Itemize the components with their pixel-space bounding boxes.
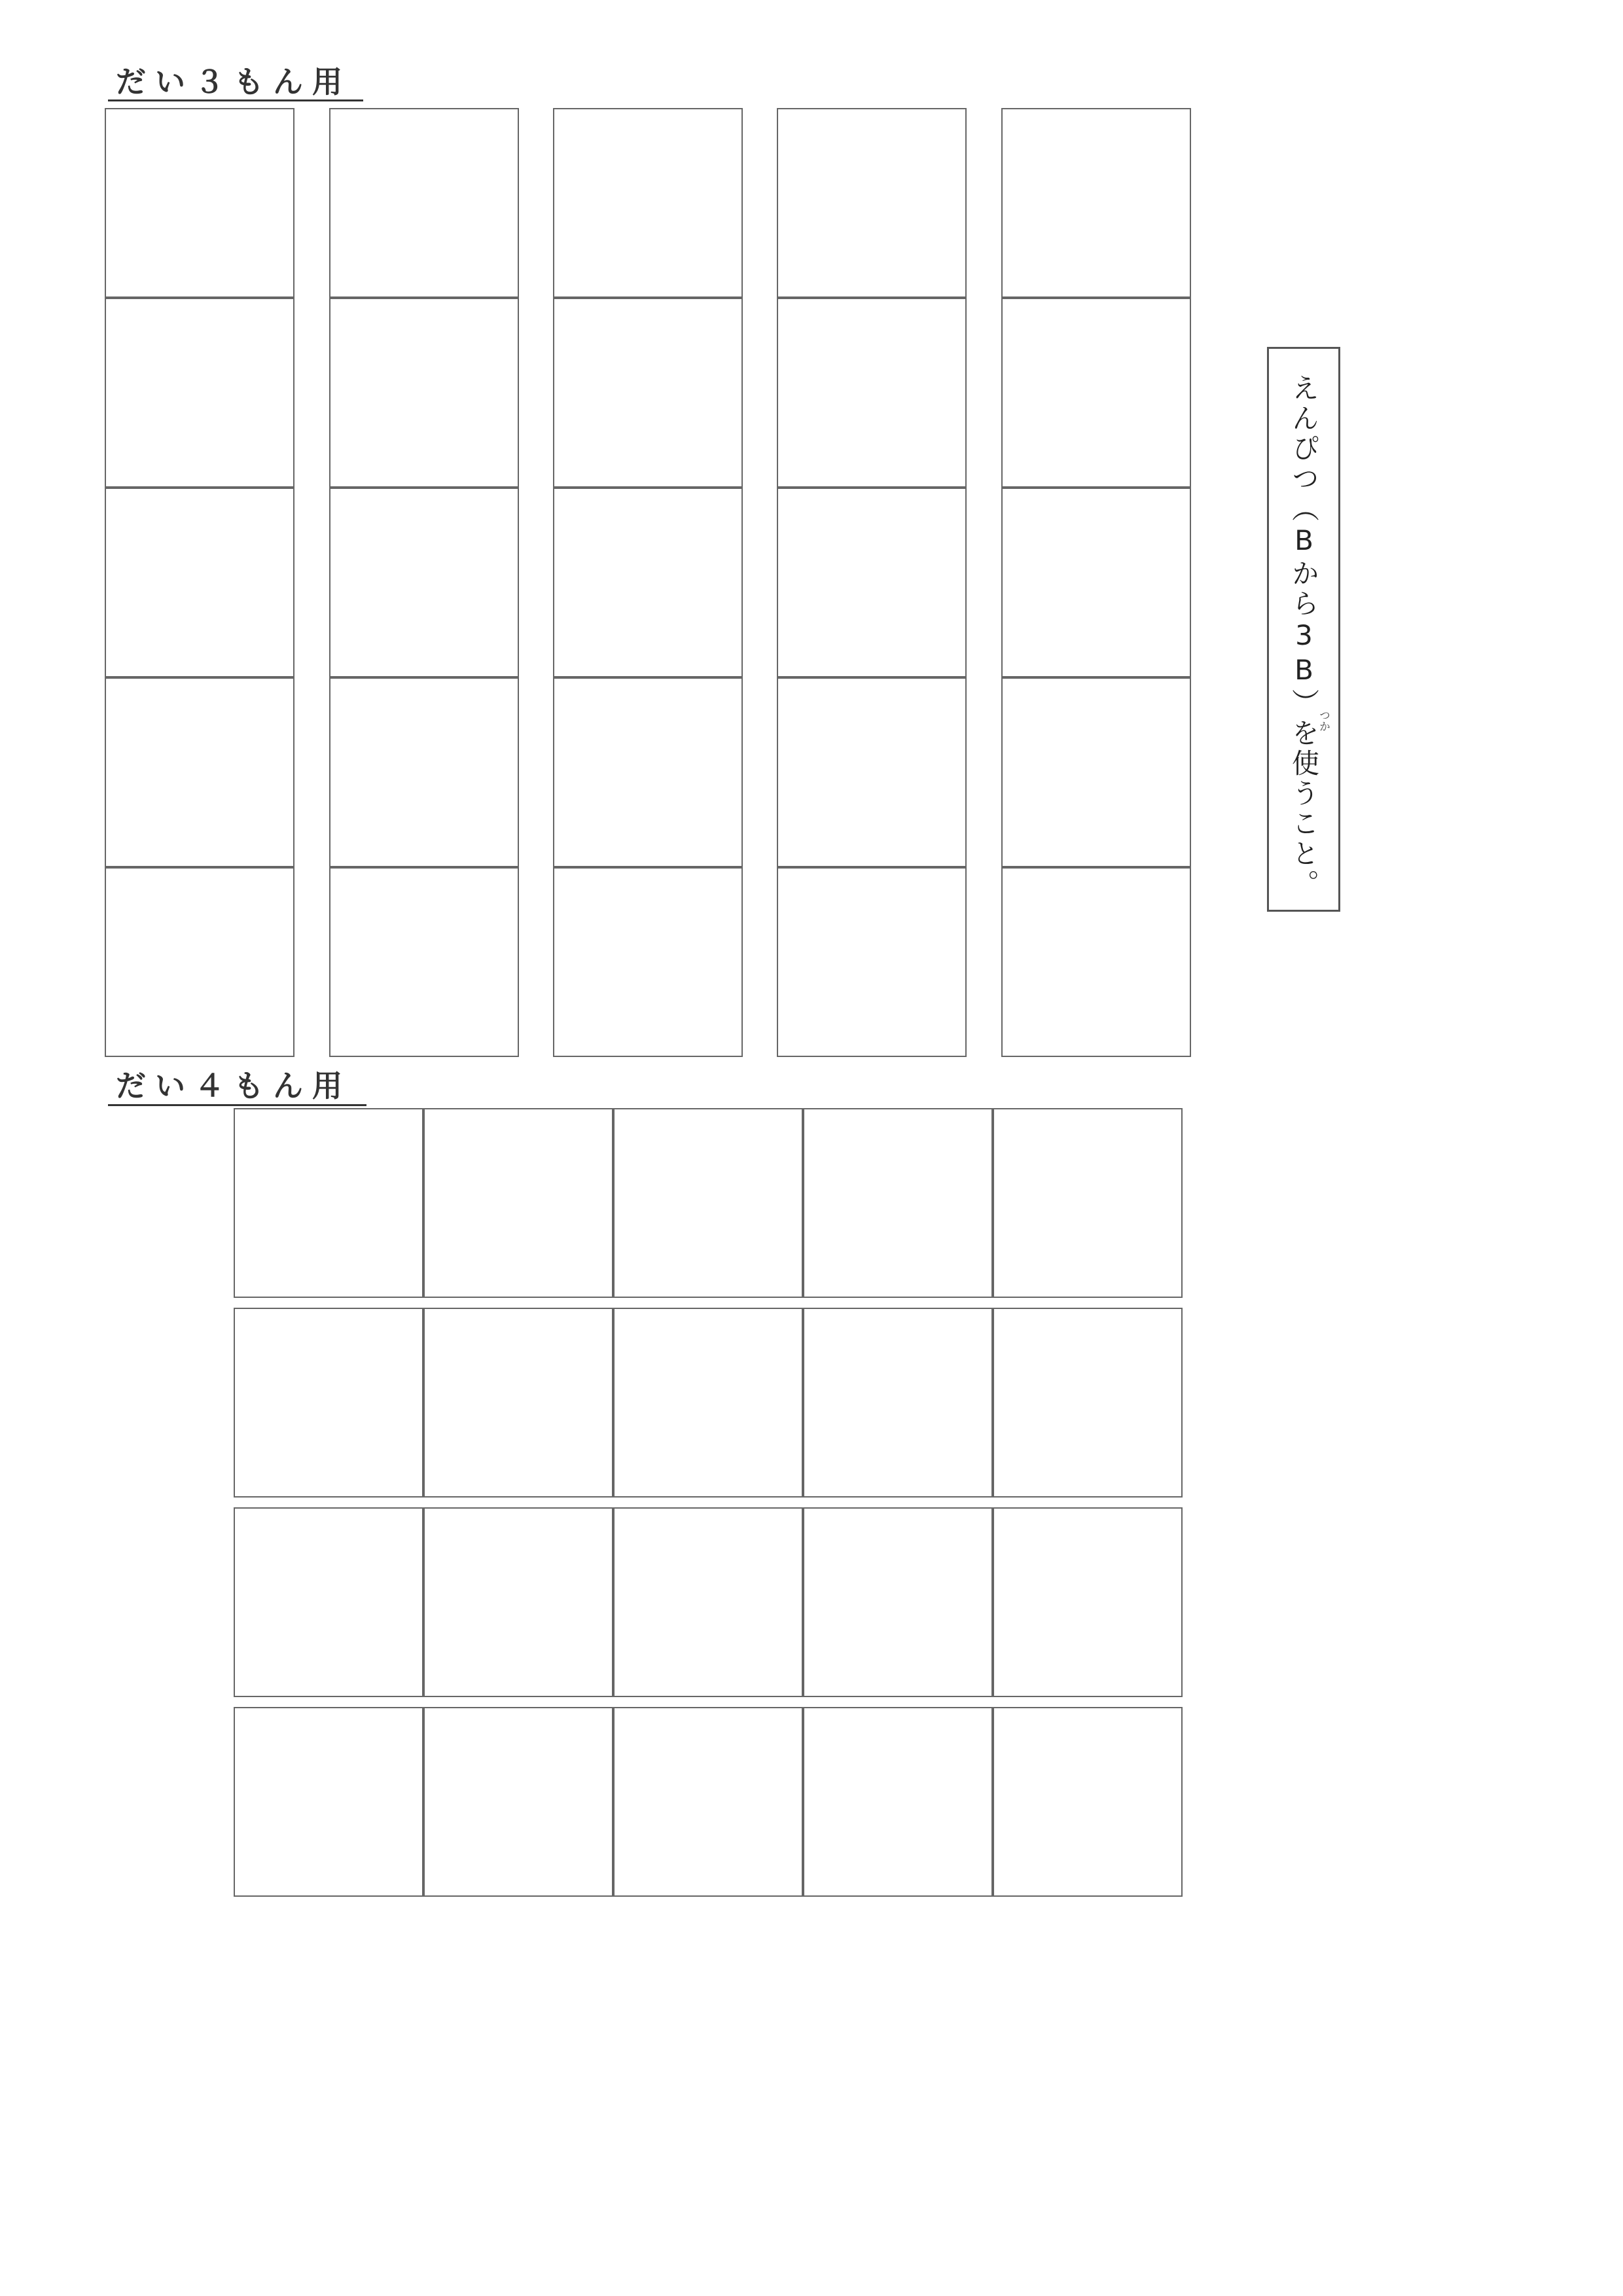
section-3-heading-underline <box>108 99 363 101</box>
answer-square[interactable] <box>777 488 967 677</box>
answer-square[interactable] <box>553 677 743 867</box>
answer-square[interactable] <box>803 1707 993 1897</box>
answer-square[interactable] <box>777 867 967 1057</box>
answer-square[interactable] <box>553 867 743 1057</box>
answer-square[interactable] <box>803 1507 993 1697</box>
answer-square[interactable] <box>105 298 294 488</box>
answer-square[interactable] <box>993 1507 1183 1697</box>
furigana-tsuka: つか <box>1317 709 1330 732</box>
section-4-heading: だい４もん用 <box>116 1068 351 1103</box>
answer-square[interactable] <box>105 867 294 1057</box>
answer-square[interactable] <box>553 298 743 488</box>
answer-square[interactable] <box>234 1108 423 1298</box>
answer-square[interactable] <box>234 1308 423 1498</box>
answer-square[interactable] <box>1001 298 1191 488</box>
answer-square[interactable] <box>1001 867 1191 1057</box>
pencil-notice-box <box>1267 347 1340 912</box>
answer-square[interactable] <box>993 1108 1183 1298</box>
answer-square[interactable] <box>777 298 967 488</box>
answer-square[interactable] <box>1001 108 1191 298</box>
answer-square[interactable] <box>613 1707 803 1897</box>
answer-square[interactable] <box>329 867 519 1057</box>
answer-square[interactable] <box>1001 488 1191 677</box>
section-4-row <box>234 1108 1184 1298</box>
answer-square[interactable] <box>1001 677 1191 867</box>
section-4-row <box>234 1707 1184 1897</box>
answer-square[interactable] <box>993 1707 1183 1897</box>
answer-square[interactable] <box>105 677 294 867</box>
answer-square[interactable] <box>329 108 519 298</box>
section-3-column <box>553 108 743 1058</box>
section-3-column <box>1001 108 1191 1058</box>
pencil-notice-text: えんぴつ（Bから3B）を使うこと。 <box>1288 374 1320 899</box>
answer-square[interactable] <box>329 677 519 867</box>
section-4-heading-underline <box>108 1104 366 1106</box>
answer-square[interactable] <box>803 1308 993 1498</box>
answer-square[interactable] <box>777 677 967 867</box>
section-3-column <box>329 108 519 1058</box>
answer-square[interactable] <box>329 488 519 677</box>
section-4-row <box>234 1507 1184 1697</box>
answer-square[interactable] <box>993 1308 1183 1498</box>
answer-square[interactable] <box>553 108 743 298</box>
answer-square[interactable] <box>423 1308 613 1498</box>
section-3-heading: だい３もん用 <box>116 64 351 99</box>
answer-square[interactable] <box>234 1707 423 1897</box>
answer-square[interactable] <box>423 1707 613 1897</box>
answer-square[interactable] <box>613 1108 803 1298</box>
answer-square[interactable] <box>613 1308 803 1498</box>
answer-square[interactable] <box>803 1108 993 1298</box>
answer-square[interactable] <box>553 488 743 677</box>
section-3-column <box>777 108 967 1058</box>
answer-square[interactable] <box>423 1108 613 1298</box>
answer-square[interactable] <box>329 298 519 488</box>
answer-square[interactable] <box>234 1507 423 1697</box>
answer-square[interactable] <box>613 1507 803 1697</box>
answer-square[interactable] <box>423 1507 613 1697</box>
answer-square[interactable] <box>105 108 294 298</box>
answer-square[interactable] <box>105 488 294 677</box>
answer-square[interactable] <box>777 108 967 298</box>
section-4-row <box>234 1308 1184 1498</box>
section-3-column <box>105 108 294 1058</box>
